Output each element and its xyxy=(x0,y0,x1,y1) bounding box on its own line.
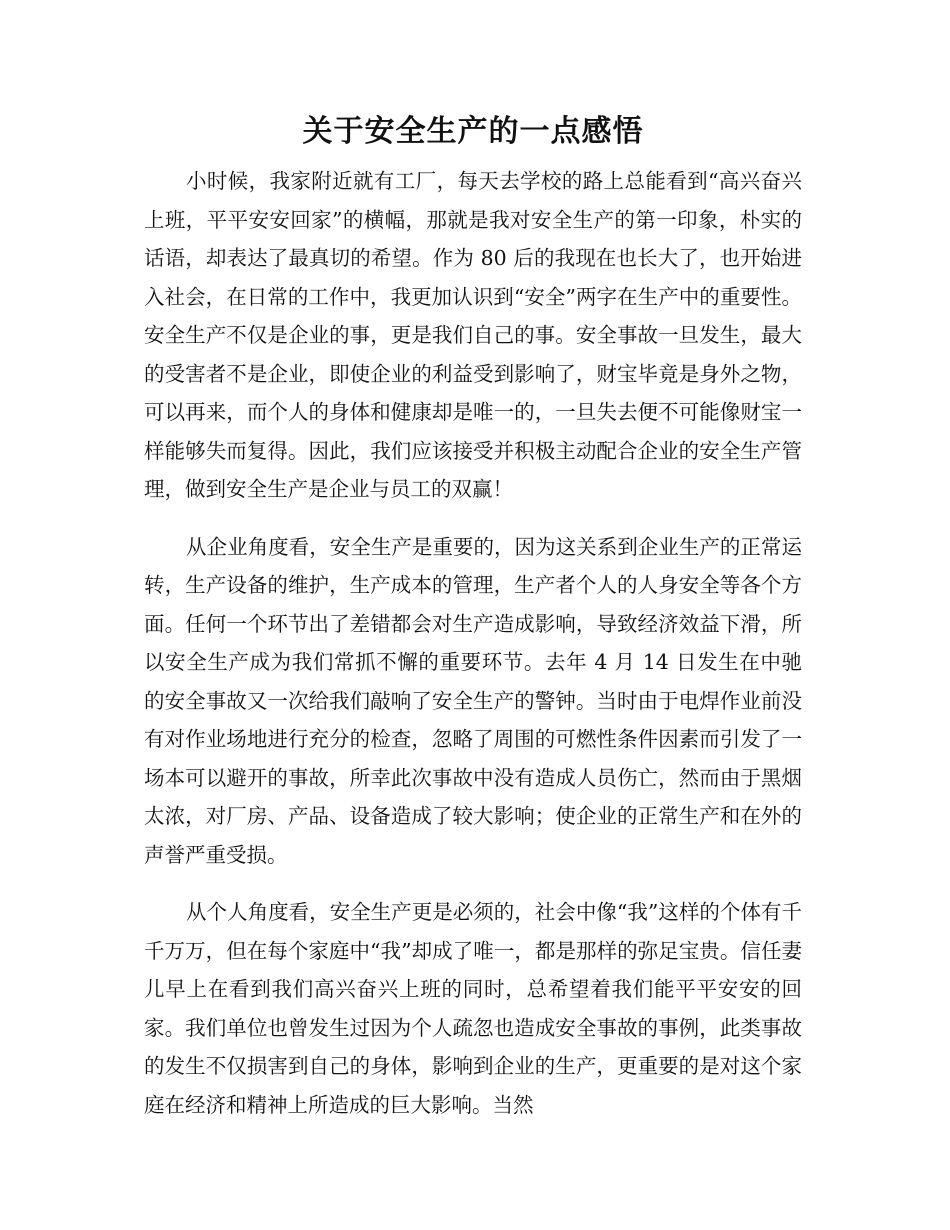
paragraph-enterprise-perspective: 从企业角度看，安全生产是重要的，因为这关系到企业生产的正常运转，生产设备的维护，生产成本的管理，生产者个人的人身安全等各个方面。任何一个环节出了差错都会对生产造成影响，导致经济效益下滑，所以安全生产成为我们常抓不懈的重要环节。去年 4 月 14 日发生在中驰的安全事故又一次给我们敲响了安全生产的警钟。当时由于电焊作业前没有对作业场地进行充分的检查，忽略了周围的可燃性条件因素而引发了一场本可以避开的事故，所幸此次事故中没有造成人员伤亡，然而由于黑烟太浓，对厂房、产品、设备造成了较大影响；使企业的正常生产和在外的声誉严重受损。 xyxy=(144,534,802,867)
document-title: 关于安全生产的一点感悟 xyxy=(302,114,644,149)
paragraph-personal-perspective: 从个人角度看，安全生产更是必须的，社会中像“我”这样的个体有千千万万，但在每个家庭中“我”却成了唯一，都是那样的弥足宝贵。信任妻儿早上在看到我们高兴奋兴上班的同时，总希望着我们能平平安安的回家。我们单位也曾发生过因为个人疏忽也造成安全事故的事例，此类事故的发生不仅损害到自己的身体，影响到企业的生产，更重要的是对这个家庭在经济和精神上所造成的巨大影响。当然 xyxy=(144,900,802,1117)
paragraph-childhood-impression: 小时候，我家附近就有工厂，每天去学校的路上总能看到“高兴奋兴上班，平平安安回家”的横幅，那就是我对安全生产的第一印象，朴实的话语，却表达了最真切的希望。作为 80 后的我现在也长大了，也开始进入社会，在日常的工作中，我更加认识到“安全”两字在生产中的重要性。安全生产不仅是企业的事，更是我们自己的事。安全事故一旦发生，最大的受害者不是企业，即使企业的利益受到影响了，财宝毕竟是身外之物，可以再来，而个人的身体和健康却是唯一的，一旦失去便不可能像财宝一样能够失而复得。因此，我们应该接受并积极主动配合企业的安全生产管理，做到安全生产是企业与员工的双赢！ xyxy=(144,169,802,501)
document-content xyxy=(144,112,802,1124)
